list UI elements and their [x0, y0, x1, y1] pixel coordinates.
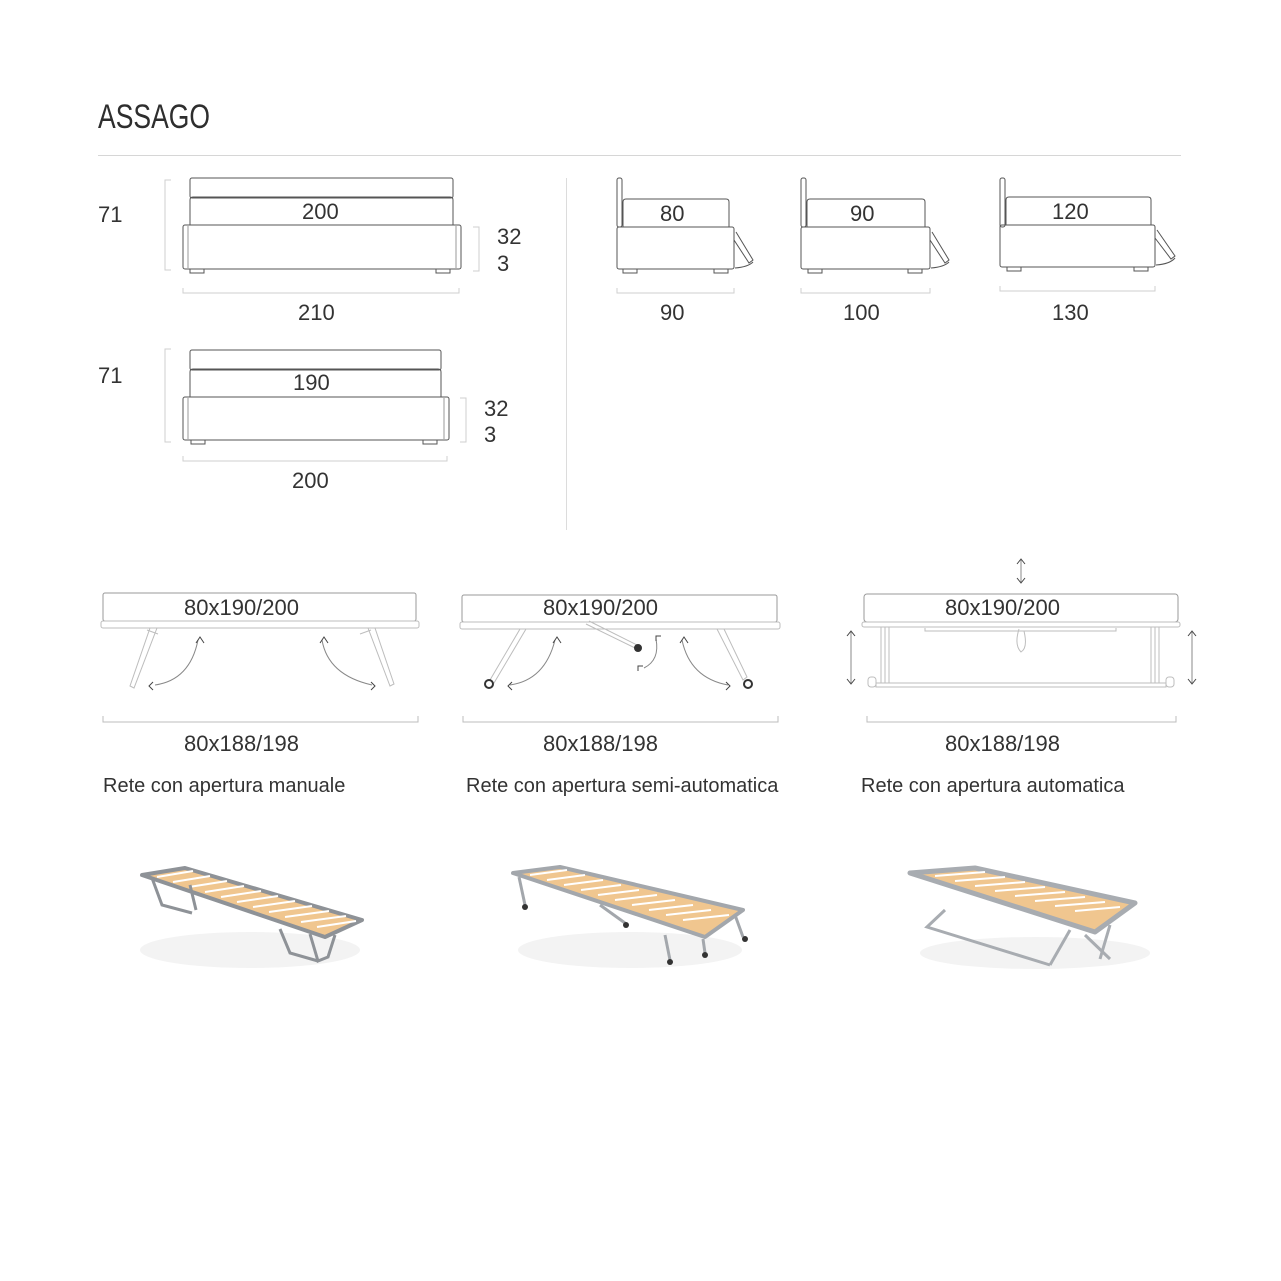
photo-manual-bed-icon	[130, 865, 370, 975]
product-title: ASSAGO	[98, 98, 211, 136]
mattress-length-label: 190	[293, 370, 330, 395]
photo-semi-automatic-bed-icon	[505, 865, 755, 975]
auto-mattress-size: 80x190/200	[945, 595, 1060, 620]
side-2-mattress-width: 90	[850, 201, 875, 226]
side-3-mattress-width: 120	[1052, 199, 1089, 224]
photo-automatic-bed-icon	[905, 865, 1165, 975]
auto-net-size: 80x188/198	[945, 731, 1060, 756]
foot-height-label: 3	[484, 422, 497, 447]
semi-auto-mattress-size: 80x190/200	[543, 595, 658, 620]
height-total-label: 71	[98, 202, 123, 227]
auto-caption: Rete con apertura automatica	[861, 775, 1125, 797]
mattress-length-label: 200	[302, 199, 339, 224]
base-height-label: 32	[484, 396, 509, 421]
manual-net-size: 80x188/198	[184, 731, 299, 756]
manual-mattress-size: 80x190/200	[184, 595, 299, 620]
manual-caption: Rete con apertura manuale	[103, 775, 346, 797]
side-2-overall-width: 100	[843, 300, 880, 325]
side-1-mattress-width: 80	[660, 201, 685, 226]
foot-height-label: 3	[497, 251, 510, 276]
semi-auto-caption: Rete con apertura semi-automatica	[466, 775, 779, 797]
base-height-label: 32	[497, 224, 522, 249]
side-3-overall-width: 130	[1052, 300, 1089, 325]
height-total-label: 71	[98, 363, 123, 388]
side-1-overall-width: 90	[660, 300, 685, 325]
overall-width-label: 210	[298, 300, 335, 325]
semi-auto-net-size: 80x188/198	[543, 731, 658, 756]
overall-width-label: 200	[292, 468, 329, 493]
